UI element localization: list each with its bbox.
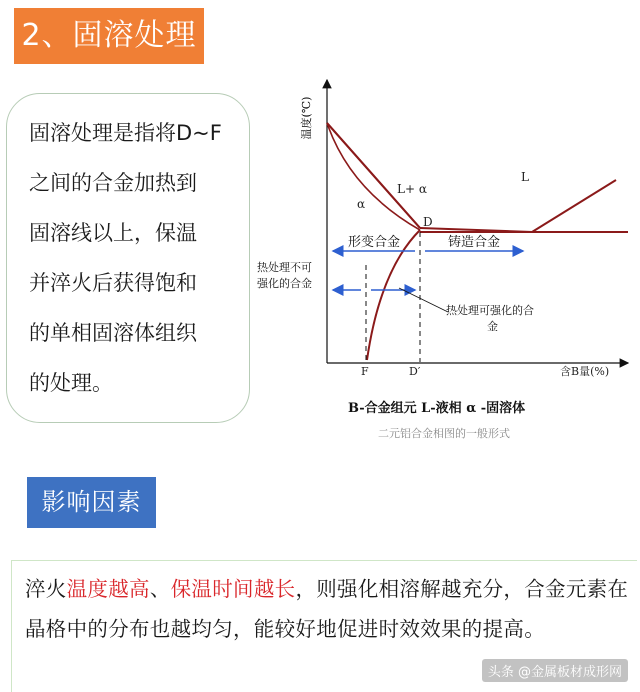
- region-label: L: [521, 170, 529, 184]
- definition-line: 的处理。: [29, 371, 113, 395]
- annotation: 铸造合金: [448, 235, 501, 250]
- liquidus-right-up: [532, 180, 616, 232]
- definition-line: 固溶线以上，保温: [29, 221, 197, 245]
- x-axis-label: 含B量(%): [560, 365, 610, 378]
- watermark: 头条 @金属板材成形网: [482, 659, 628, 682]
- highlight-temperature: 温度越高: [66, 577, 150, 601]
- phase-diagram: [240, 60, 640, 450]
- paragraph-text: 淬火: [25, 577, 67, 601]
- region-label: α: [357, 197, 366, 211]
- solidus-left: [327, 123, 420, 228]
- definition-line: 固溶处理是指将D~F: [29, 121, 222, 145]
- diagram-caption: 二元铝合金相图的一般形式: [378, 427, 510, 440]
- annotation: 热处理可强化的合: [446, 304, 534, 317]
- definition-line: 之间的合金加热到: [29, 171, 197, 195]
- annotation: 强化的合金: [257, 277, 312, 290]
- y-axis-label: 温度(℃): [300, 96, 313, 140]
- factors-title: 影响因素: [27, 477, 156, 528]
- section-title: 2、固溶处理: [14, 8, 204, 64]
- paragraph-text: ，则强化相溶解越充分，合金元素在晶格中的分布也越均匀，能较好地促进时效效果的提高。: [25, 577, 629, 641]
- leader-heat: [399, 288, 448, 312]
- annotation: 形变合金: [348, 235, 401, 250]
- definition-box: [6, 93, 250, 423]
- annotation: 金: [487, 320, 498, 333]
- highlight-holding-time: 保温时间越长: [170, 577, 296, 601]
- point-label: F: [361, 365, 369, 378]
- region-label: L+ α: [397, 182, 427, 196]
- point-label: D: [423, 215, 433, 229]
- definition-line: 的单相固溶体组织: [29, 321, 197, 345]
- diagram-legend: B-合金组元 L-液相 α -固溶体: [348, 401, 526, 416]
- annotation: 热处理不可: [257, 261, 312, 274]
- point-label: D′: [409, 365, 421, 378]
- paragraph-text: 、: [149, 577, 171, 601]
- definition-line: 并淬火后获得饱和: [29, 271, 197, 295]
